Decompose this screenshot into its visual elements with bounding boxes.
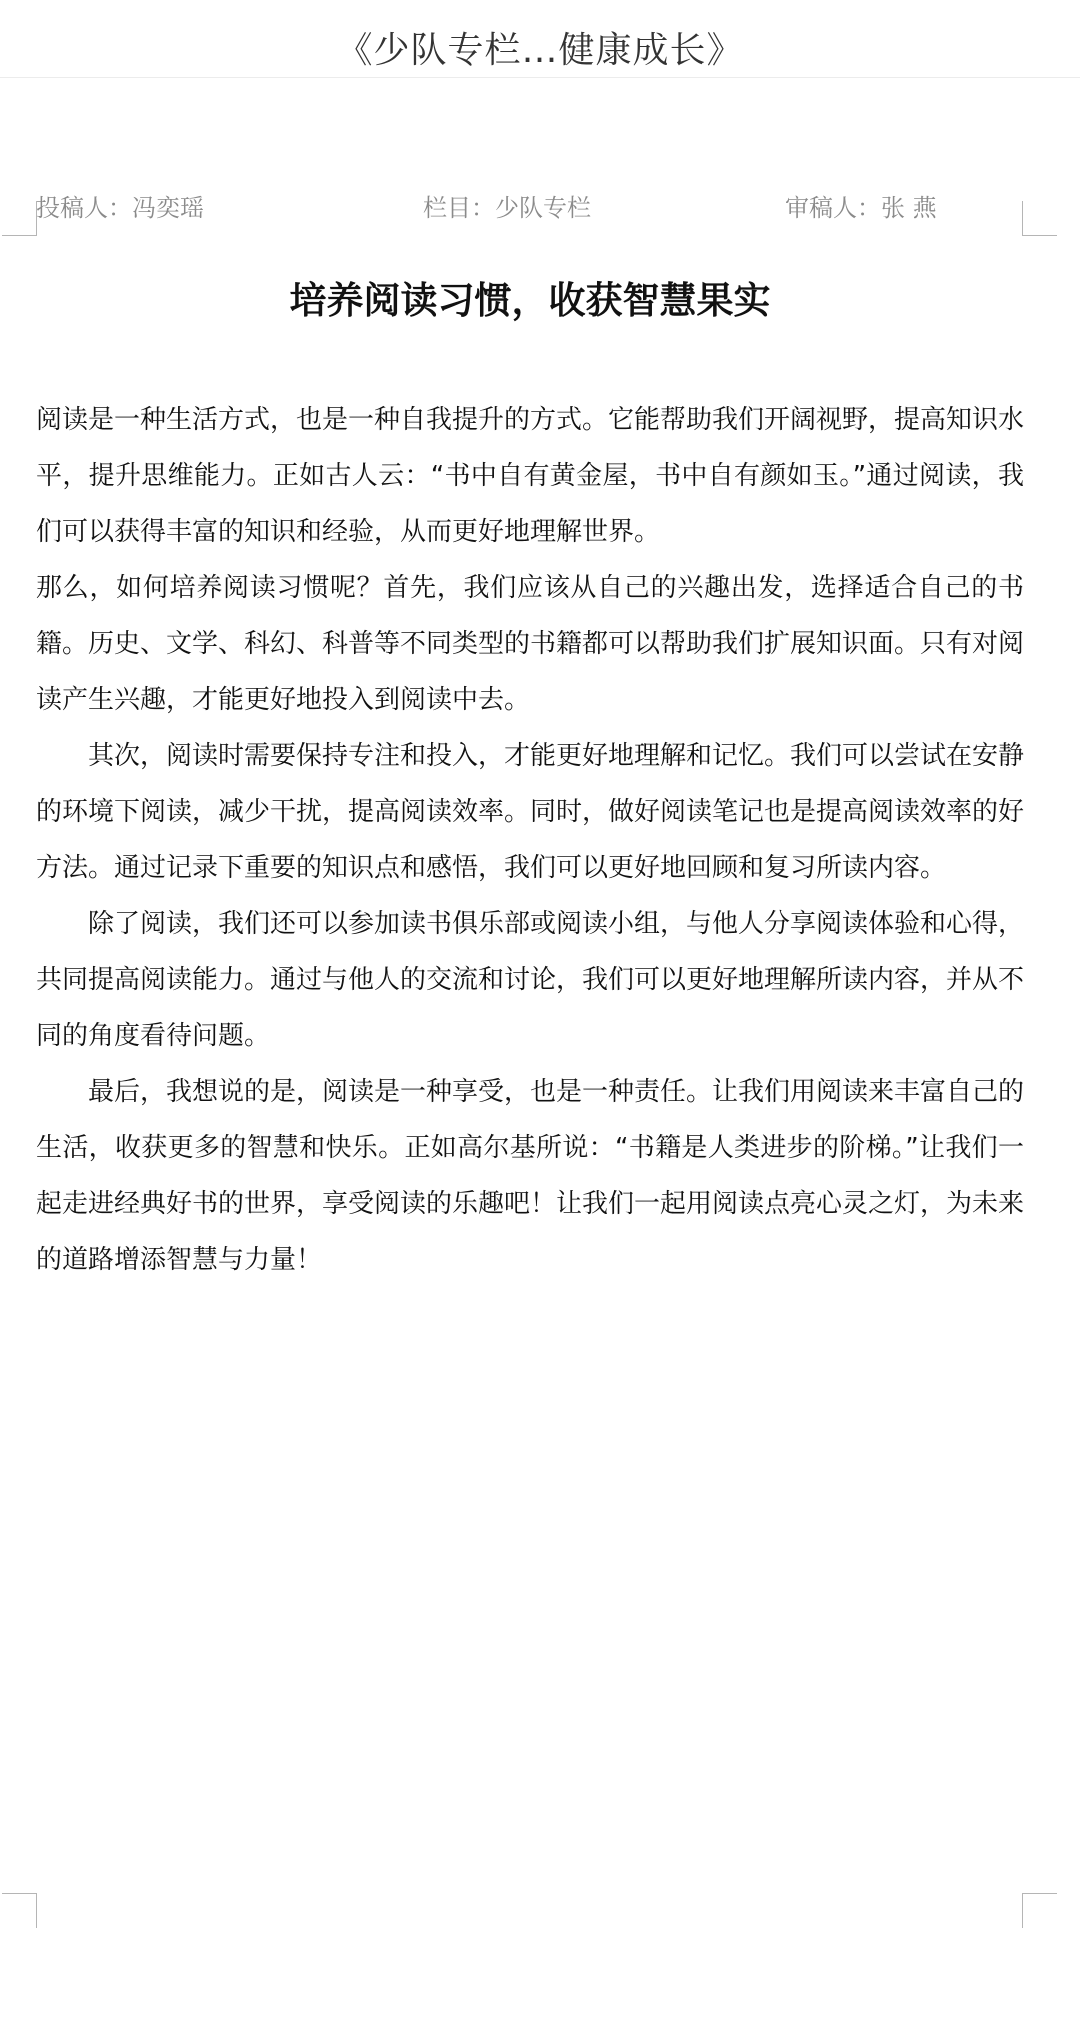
page-corner-mark-bottom-right [1022,1893,1057,1928]
document-title: 《少队专栏…健康成长》 [336,30,744,71]
reviewer-label: 审稿人：张 燕 [785,194,937,222]
column-label: 栏目：少队专栏 [423,194,591,222]
article-paragraph: 阅读是一种生活方式，也是一种自我提升的方式。它能帮助我们开阔视野，提高知识水平，提升思维能力。正如古人云：“书中自有黄金屋，书中自有颜如玉。”通过阅读，我们可以获得丰富的知识和经验，从而更好地理解世界。 [36,405,1025,547]
author-label: 投稿人：冯奕瑶 [36,194,204,222]
article-paragraph: 除了阅读，我们还可以参加读书俱乐部或阅读小组，与他人分享阅读体验和心得，共同提高阅读能力。通过与他人的交流和讨论，我们可以更好地理解所读内容，并从不同的角度看待问题。 [36,909,1025,1051]
page-corner-mark-bottom-left [2,1893,37,1928]
article-paragraph: 那么，如何培养阅读习惯呢？首先，我们应该从自己的兴趣出发，选择适合自己的书籍。历史、文学、科幻、科普等不同类型的书籍都可以帮助我们扩展知识面。只有对阅读产生兴趣，才能更好地投入到阅读中去。 [36,573,1025,715]
page-corner-mark-top-left [2,201,37,236]
title-divider [0,77,1080,78]
article-body [36,392,1024,1288]
article-paragraph: 最后，我想说的是，阅读是一种享受，也是一种责任。让我们用阅读来丰富自己的生活，收获更多的智慧和快乐。正如高尔基所说：“书籍是人类进步的阶梯。”让我们一起走进经典好书的世界，享受阅读的乐趣吧！让我们一起用阅读点亮心灵之灯，为未来的道路增添智慧与力量！ [36,1077,1025,1275]
page-corner-mark-top-right [1022,201,1057,236]
article-title: 培养阅读习惯，收获智慧果实 [289,279,771,322]
article-paragraph: 其次，阅读时需要保持专注和投入，才能更好地理解和记忆。我们可以尝试在安静的环境下阅读，减少干扰，提高阅读效率。同时，做好阅读笔记也是提高阅读效率的好方法。通过记录下重要的知识点和感悟，我们可以更好地回顾和复习所读内容。 [36,741,1025,883]
